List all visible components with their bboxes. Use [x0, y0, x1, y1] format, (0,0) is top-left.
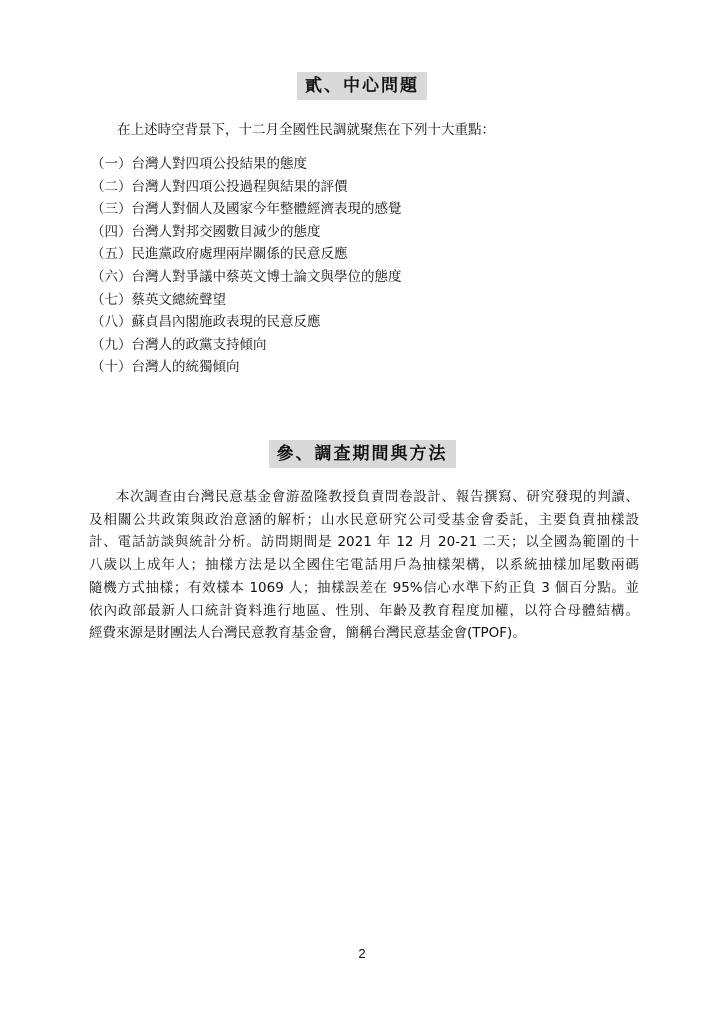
- list-item: （二）台灣人對四項公投過程與結果的評價: [91, 178, 348, 195]
- intro-paragraph: 在上述時空背景下，十二月全國性民調就聚焦在下列十大重點：: [117, 122, 495, 138]
- paragraph-line: 依內政部最新人口統計資料進行地區、性別、年齡及教育程度加權，以符合母體結構。: [89, 602, 639, 619]
- list-item: （一）台灣人對四項公投結果的態度: [91, 156, 307, 172]
- paragraph-line: 八歲以上成年人；抽樣方法是以全國住宅電話用戶為抽樣架構，以系統抽樣加尾數兩碼: [89, 557, 639, 574]
- method-paragraph: [89, 486, 639, 645]
- list-item: （六）台灣人對爭議中蔡英文博士論文與學位的態度: [91, 268, 402, 285]
- list-item: （九）台灣人的政黨支持傾向: [91, 336, 267, 353]
- paragraph-line: 及相關公共政策與政治意涵的解析；山水民意研究公司受基金會委託，主要負責抽樣設: [89, 511, 639, 528]
- paragraph-line: 本次調查由台灣民意基金會游盈隆教授負責問卷設計、報告撰寫、研究發現的判讀、: [116, 489, 639, 505]
- section-heading-central-questions: [0, 72, 724, 100]
- paragraph-line: 經費來源是財團法人台灣民意教育基金會，簡稱台灣民意基金會(TPOF)。: [89, 625, 526, 642]
- paragraph-line: 隨機方式抽樣；有效樣本 1069 人；抽樣誤差在 95%信心水準下約正負 3 個百分點。並: [89, 579, 639, 596]
- list-item: （四）台灣人對邦交國數目減少的態度: [91, 223, 321, 240]
- section-heading-text: 貳、中心問題: [297, 72, 427, 100]
- page-number: 2: [358, 946, 366, 961]
- list-item: （七）蔡英文總統聲望: [91, 291, 226, 308]
- focus-points-list: [91, 153, 402, 379]
- list-item: （五）民進黨政府處理兩岸關係的民意反應: [91, 246, 348, 263]
- paragraph-line: 計、電話訪談與統計分析。訪問期間是 2021 年 12 月 20-21 二天；以全國為範圍的十: [89, 534, 639, 551]
- section-heading-survey-method: [0, 440, 724, 468]
- section-heading-text: 參、調查期間與方法: [269, 440, 456, 468]
- list-item: （八）蘇貞昌內閣施政表現的民意反應: [91, 314, 321, 331]
- list-item: （三）台灣人對個人及國家今年整體經濟表現的感覺: [91, 201, 402, 218]
- list-item: （十）台灣人的統獨傾向: [91, 359, 240, 376]
